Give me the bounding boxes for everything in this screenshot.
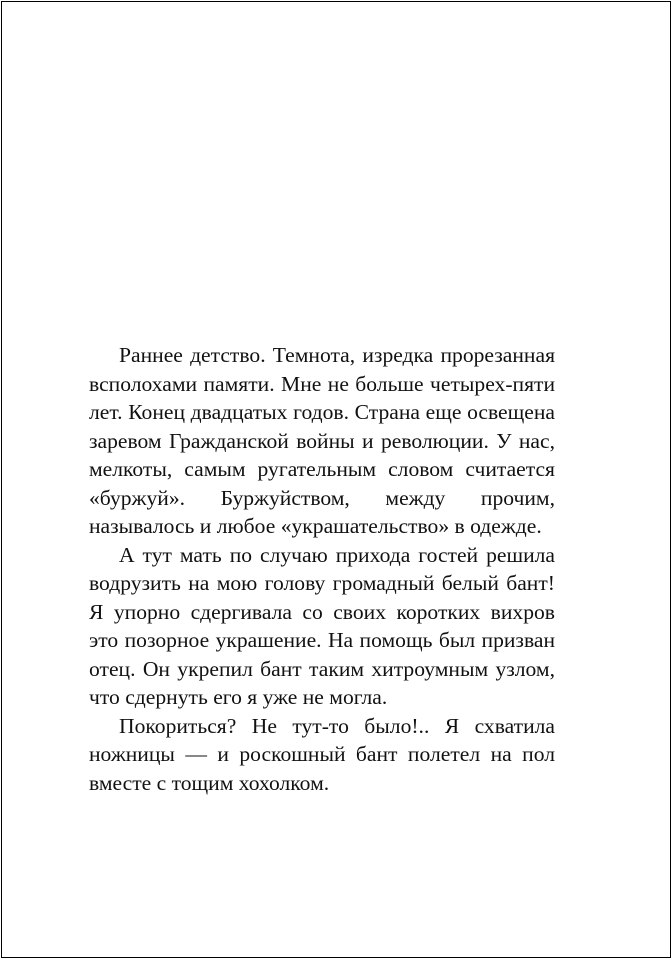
paragraph-3: Покориться? Не тут-то было!.. Я схватила ножницы — и роскошный бант полетел на пол вместе с тощим хохолком. [89, 713, 555, 795]
paragraph-2: А тут мать по случаю прихода гостей решила водрузить на мою голову громадный белый бант! Я упорно сдергивала со своих коротких вихров это позорное украшение. На помощь был призван отец. Он укрепил бант таким хитроумным узлом, что сдернуть его я уже не могла. [89, 542, 555, 709]
text-body [89, 341, 555, 797]
paragraph-1: Раннее детство. Темнота, изредка прорезанная всполохами памяти. Мне не больше четырех-пяти лет. Конец двадцатых годов. Страна еще освещена заревом Гражданской войны и революции. У нас, мелкоты, самым ругательным словом считается «буржуй». Буржуйством, между прочим, называлось и любое «украшательство» в одежде. [89, 343, 555, 538]
book-page [1, 1, 671, 958]
